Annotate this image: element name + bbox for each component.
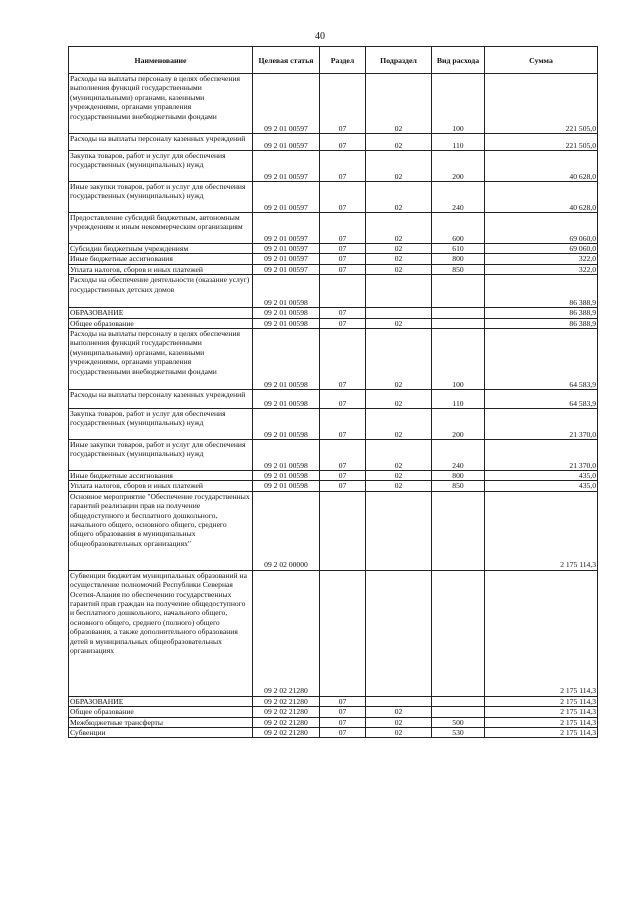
cell-name: Иные закупки товаров, работ и услуг для обеспечения государственных (муниципальных) нужд	[69, 182, 253, 213]
cell-amount: 221 505,0	[485, 74, 598, 134]
cell-expense-type: 850	[432, 264, 485, 274]
table-row	[69, 151, 598, 182]
cell-section: 07	[320, 717, 366, 727]
cell-expense-type	[432, 275, 485, 308]
table-row	[69, 254, 598, 264]
cell-code: 09 2 01 00597	[253, 74, 320, 134]
cell-subsection: 02	[366, 213, 432, 244]
cell-subsection	[366, 570, 432, 696]
table-row	[69, 329, 598, 390]
cell-section: 07	[320, 74, 366, 134]
page-number: 40	[315, 31, 325, 42]
cell-name: Закупка товаров, работ и услуг для обеспечения государственных (муниципальных) нужд	[69, 151, 253, 182]
cell-name: Субвенции бюджетам муниципальных образований на осуществление полномочий Республики Северная Осетия-Алания по обеспечению государственных гарантий прав граждан на получение общедоступного и бесплатного дошкольного, начального общего, основного общего, среднего (полного) общего образования, а также дополнительного образования детей в муниципальных общеобразовательных организациях	[69, 570, 253, 696]
cell-expense-type	[432, 308, 485, 318]
header-expense-type: Вид расхода	[432, 47, 485, 74]
cell-subsection: 02	[366, 74, 432, 134]
cell-code: 09 2 01 00597	[253, 151, 320, 182]
cell-amount: 2 175 114,3	[485, 717, 598, 727]
table-row	[69, 213, 598, 244]
cell-amount: 2 175 114,3	[485, 570, 598, 696]
cell-name: Общее образование	[69, 707, 253, 717]
cell-subsection: 02	[366, 481, 432, 491]
cell-amount: 40 628,0	[485, 151, 598, 182]
cell-amount: 86 388,9	[485, 275, 598, 308]
cell-amount: 86 388,9	[485, 308, 598, 318]
cell-section	[320, 491, 366, 570]
cell-name: ОБРАЗОВАНИЕ	[69, 308, 253, 318]
cell-expense-type: 100	[432, 329, 485, 390]
cell-section	[320, 275, 366, 308]
cell-subsection: 02	[366, 707, 432, 717]
cell-expense-type: 530	[432, 728, 485, 738]
cell-section: 07	[320, 182, 366, 213]
cell-name: Субвенции	[69, 728, 253, 738]
cell-section	[320, 570, 366, 696]
cell-code: 09 2 01 00597	[253, 264, 320, 274]
table-row	[69, 275, 598, 308]
cell-section: 07	[320, 696, 366, 706]
cell-subsection: 02	[366, 329, 432, 390]
table-row	[69, 409, 598, 440]
cell-expense-type	[432, 696, 485, 706]
cell-expense-type: 610	[432, 244, 485, 254]
cell-section: 07	[320, 254, 366, 264]
cell-amount: 40 628,0	[485, 182, 598, 213]
table-row	[69, 308, 598, 318]
cell-subsection: 02	[366, 717, 432, 727]
cell-code: 09 2 01 00597	[253, 182, 320, 213]
cell-expense-type	[432, 707, 485, 717]
cell-name: Расходы на выплаты персоналу в целях обеспечения выполнения функций государственными (муниципальными) органами, казенными учреждениями, органами управления государственными внебюджетными фондами	[69, 329, 253, 390]
cell-expense-type	[432, 570, 485, 696]
cell-expense-type: 600	[432, 213, 485, 244]
cell-amount: 69 060,0	[485, 244, 598, 254]
table-row	[69, 717, 598, 727]
cell-expense-type	[432, 318, 485, 328]
cell-section: 07	[320, 329, 366, 390]
cell-code: 09 2 01 00597	[253, 134, 320, 151]
table-row	[69, 570, 598, 696]
budget-table	[68, 46, 598, 738]
cell-subsection	[366, 491, 432, 570]
cell-name: Общее образование	[69, 318, 253, 328]
cell-name: Расходы на выплаты персоналу в целях обеспечения выполнения функций государственными (муниципальными) органами, казенными учреждениями, органами управления государственными внебюджетными фондами	[69, 74, 253, 134]
cell-section: 07	[320, 481, 366, 491]
cell-subsection	[366, 696, 432, 706]
cell-name: Расходы на обеспечение деятельности (оказание услуг) государственных детских домов	[69, 275, 253, 308]
cell-amount: 322,0	[485, 264, 598, 274]
cell-section: 07	[320, 471, 366, 481]
table-row	[69, 440, 598, 471]
cell-section: 07	[320, 409, 366, 440]
cell-amount: 86 388,9	[485, 318, 598, 328]
cell-expense-type: 850	[432, 481, 485, 491]
cell-expense-type: 240	[432, 440, 485, 471]
cell-expense-type: 800	[432, 471, 485, 481]
cell-code: 09 2 02 21280	[253, 717, 320, 727]
cell-amount: 221 505,0	[485, 134, 598, 151]
cell-code: 09 2 01 00598	[253, 390, 320, 409]
cell-amount: 64 583,9	[485, 390, 598, 409]
cell-expense-type: 500	[432, 717, 485, 727]
cell-name: Уплата налогов, сборов и иных платежей	[69, 481, 253, 491]
table-header-row	[69, 47, 598, 74]
cell-code: 09 2 01 00598	[253, 275, 320, 308]
cell-subsection	[366, 275, 432, 308]
cell-code: 09 2 01 00598	[253, 318, 320, 328]
cell-code: 09 2 02 21280	[253, 728, 320, 738]
cell-name: Основное мероприятие "Обеспечение государственных гарантий реализации прав на получение общедоступного и бесплатного дошкольного, начального общего, основного общего, среднего общего образования в муниципальных общеобразовательных организациях"	[69, 491, 253, 570]
cell-subsection: 02	[366, 264, 432, 274]
cell-code: 09 2 02 21280	[253, 707, 320, 717]
cell-expense-type: 100	[432, 74, 485, 134]
cell-code: 09 2 01 00597	[253, 213, 320, 244]
table-row	[69, 244, 598, 254]
cell-section: 07	[320, 244, 366, 254]
cell-code: 09 2 01 00598	[253, 471, 320, 481]
cell-subsection: 02	[366, 440, 432, 471]
table-row	[69, 134, 598, 151]
cell-name: Уплата налогов, сборов и иных платежей	[69, 264, 253, 274]
cell-section: 07	[320, 707, 366, 717]
cell-section: 07	[320, 318, 366, 328]
cell-amount: 21 370,0	[485, 440, 598, 471]
header-code: Целевая статья	[253, 47, 320, 74]
cell-expense-type: 110	[432, 134, 485, 151]
cell-subsection: 02	[366, 182, 432, 213]
header-amount: Сумма	[485, 47, 598, 74]
cell-code: 09 2 01 00597	[253, 244, 320, 254]
table-row	[69, 696, 598, 706]
cell-section: 07	[320, 151, 366, 182]
cell-amount: 69 060,0	[485, 213, 598, 244]
cell-subsection: 02	[366, 254, 432, 264]
cell-name: Закупка товаров, работ и услуг для обеспечения государственных (муниципальных) нужд	[69, 409, 253, 440]
cell-name: Расходы на выплаты персоналу казенных учреждений	[69, 134, 253, 151]
cell-code: 09 2 01 00598	[253, 440, 320, 471]
cell-code: 09 2 02 00000	[253, 491, 320, 570]
cell-section: 07	[320, 390, 366, 409]
cell-code: 09 2 01 00598	[253, 409, 320, 440]
cell-expense-type: 200	[432, 409, 485, 440]
header-section: Раздел	[320, 47, 366, 74]
header-subsection: Подраздел	[366, 47, 432, 74]
cell-expense-type: 200	[432, 151, 485, 182]
table-row	[69, 471, 598, 481]
cell-section: 07	[320, 440, 366, 471]
table-row	[69, 491, 598, 570]
cell-code: 09 2 01 00598	[253, 481, 320, 491]
cell-code: 09 2 01 00598	[253, 308, 320, 318]
cell-code: 09 2 02 21280	[253, 696, 320, 706]
cell-amount: 21 370,0	[485, 409, 598, 440]
cell-expense-type: 800	[432, 254, 485, 264]
cell-name: Иные бюджетные ассигнования	[69, 471, 253, 481]
cell-amount: 322,0	[485, 254, 598, 264]
cell-subsection: 02	[366, 244, 432, 254]
table-row	[69, 74, 598, 134]
cell-code: 09 2 02 21280	[253, 570, 320, 696]
cell-name: ОБРАЗОВАНИЕ	[69, 696, 253, 706]
cell-name: Расходы на выплаты персоналу казенных учреждений	[69, 390, 253, 409]
cell-amount: 2 175 114,3	[485, 491, 598, 570]
table-row	[69, 390, 598, 409]
cell-section: 07	[320, 728, 366, 738]
cell-section: 07	[320, 308, 366, 318]
cell-amount: 2 175 114,3	[485, 707, 598, 717]
cell-code: 09 2 01 00597	[253, 254, 320, 264]
cell-subsection: 02	[366, 728, 432, 738]
cell-amount: 2 175 114,3	[485, 696, 598, 706]
cell-amount: 435,0	[485, 471, 598, 481]
cell-amount: 64 583,9	[485, 329, 598, 390]
cell-expense-type: 240	[432, 182, 485, 213]
cell-subsection: 02	[366, 134, 432, 151]
cell-subsection: 02	[366, 409, 432, 440]
cell-subsection: 02	[366, 471, 432, 481]
cell-name: Субсидии бюджетным учреждениям	[69, 244, 253, 254]
table-row	[69, 728, 598, 738]
table-row	[69, 182, 598, 213]
cell-section: 07	[320, 213, 366, 244]
table-row	[69, 264, 598, 274]
table-row	[69, 318, 598, 328]
cell-amount: 2 175 114,3	[485, 728, 598, 738]
cell-subsection	[366, 308, 432, 318]
cell-name: Иные бюджетные ассигнования	[69, 254, 253, 264]
cell-amount: 435,0	[485, 481, 598, 491]
header-name: Наименование	[69, 47, 253, 74]
cell-section: 07	[320, 264, 366, 274]
cell-code: 09 2 01 00598	[253, 329, 320, 390]
cell-expense-type: 110	[432, 390, 485, 409]
cell-section: 07	[320, 134, 366, 151]
cell-subsection: 02	[366, 318, 432, 328]
cell-subsection: 02	[366, 151, 432, 182]
table-row	[69, 481, 598, 491]
table-body	[69, 74, 598, 738]
table-row	[69, 707, 598, 717]
cell-subsection: 02	[366, 390, 432, 409]
cell-name: Иные закупки товаров, работ и услуг для обеспечения государственных (муниципальных) нужд	[69, 440, 253, 471]
cell-name: Предоставление субсидий бюджетным, автономным учреждениям и иным некоммерческим организациям	[69, 213, 253, 244]
cell-name: Межбюджетные трансферты	[69, 717, 253, 727]
cell-expense-type	[432, 491, 485, 570]
